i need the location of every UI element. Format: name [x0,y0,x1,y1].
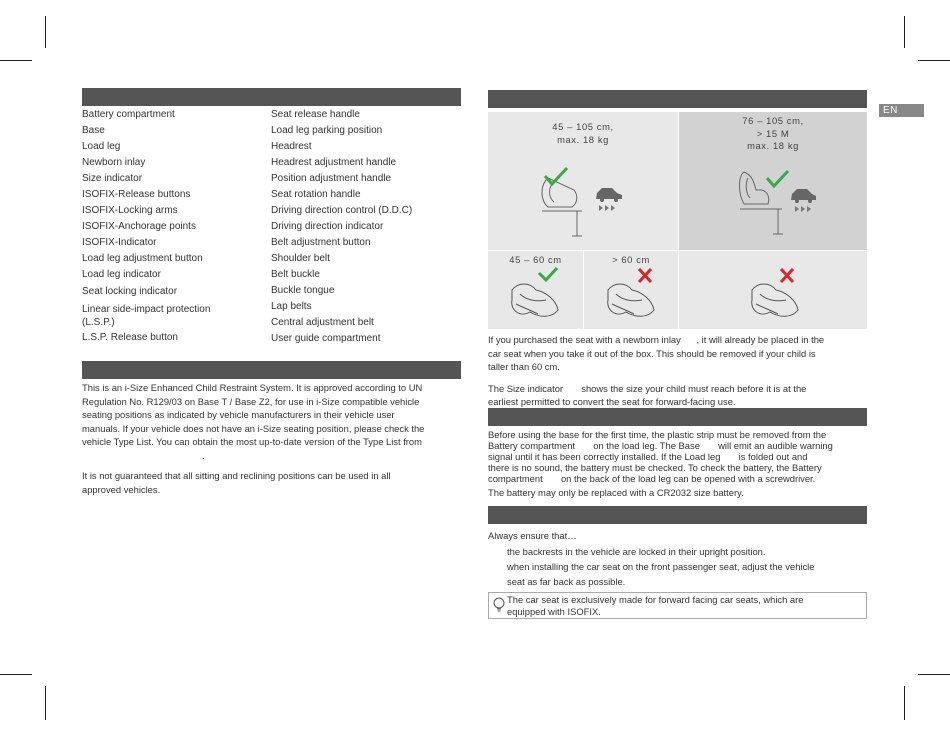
crop-mark [918,60,950,61]
text-line: . [202,449,205,461]
text-line: car seat when you take it out of the box. This should be removed if your child is [488,347,816,359]
text-line: vehicle Type List. You can obtain the most up-to-date version of the Type List from [82,436,422,447]
list-item: L.S.P. Release button [82,332,178,343]
list-item: ISOFIX-Indicator [82,237,157,248]
safety-header-bar [488,506,867,524]
text-line: If you purchased the seat with a newborn inlay , it will already be placed in the [488,334,825,345]
cell-label: 45 – 60 cm [509,254,562,265]
list-item: Buckle tongue [271,285,335,296]
list-item: Size indicator [82,173,143,184]
crop-mark [904,16,905,48]
tip-line: The car seat is exclusively made for forward facing car seats, which are [507,594,804,605]
table-cell-inlay-small [488,251,583,329]
language-tab: EN [879,104,924,117]
list-item: Position adjustment handle [271,173,392,184]
table-cell-forward-facing [679,112,867,250]
components-list-left [82,107,262,346]
lightbulb-icon [492,596,506,614]
cell-label: max. 18 kg [557,133,609,145]
list-item: ISOFIX-Release buttons [82,189,191,200]
crop-mark [45,686,46,720]
list-item: Battery compartment [82,109,175,120]
list-item: Lap belts [271,301,312,312]
list-item: (L.S.P.) [82,317,115,328]
list-item: Load leg indicator [82,269,161,280]
list-item: ISOFIX-Locking arms [82,205,178,216]
list-item: Seat locking indicator [82,286,178,297]
text-line: It is not guaranteed that all sitting and reclining positions can be used in all [82,470,391,481]
list-item: Central adjustment belt [271,317,374,328]
list-item: User guide compartment [271,333,381,344]
ensure-intro: Always ensure that… [488,530,577,541]
cell-label: > 15 M [756,127,790,139]
crop-mark [0,674,32,675]
crop-mark [918,674,950,675]
text-line: This is an i-Size Enhanced Child Restraint System. It is approved according to UN [82,382,423,393]
list-item: Seat release handle [271,109,360,120]
crop-mark [45,16,46,48]
list-item: Driving direction control (D.D.C) [271,205,413,216]
list-item: Headrest adjustment handle [271,157,397,168]
usage-header-bar [488,90,867,108]
text-line: Before using the base for the first time, the plastic strip must be removed from the [488,429,827,440]
crop-mark [904,686,905,720]
list-item: Belt adjustment button [271,237,371,248]
cell-label: > 60 cm [612,254,650,265]
approval-text [82,381,467,496]
components-header-bar [82,88,461,106]
list-item: Linear side-impact protection [82,304,211,315]
text-line: compartment on the back of the load leg can be opened with a screwdriver. [488,473,816,484]
text-line: taller than 60 cm. [488,361,560,372]
text-line: The battery may only be replaced with a CR2032 size battery. [488,487,744,498]
ensure-item: the backrests in the vehicle are locked in their upright position. [507,546,766,557]
list-item: Load leg adjustment button [82,253,203,264]
ensure-item: when installing the car seat on the front passenger seat, adjust the vehicle [507,561,815,572]
text-line: signal until it has been correctly installed. If the Load leg is folded out and [488,451,808,462]
tip-line: equipped with ISOFIX. [507,605,601,617]
list-item: Newborn inlay [82,157,146,168]
cell-label: 45 – 105 cm, [552,121,614,132]
inlay-text [488,333,873,409]
crop-mark [0,60,32,61]
components-list-right [271,107,461,347]
text-line: Battery compartment on the load leg. The Base will emit an audible warning [488,440,833,451]
battery-text [488,429,873,498]
list-item: Headrest [271,141,312,152]
text-line: there is no sound, the battery must be checked. To check the battery, the Battery [488,462,822,473]
tip-box [488,592,867,619]
table-cell-inlay-forward [679,251,867,329]
text-line: earliest permitted to convert the seat for forward-facing use. [488,396,736,407]
cell-label: 76 – 105 cm, [742,115,804,126]
list-item: Driving direction indicator [271,221,384,232]
approval-header-bar [82,361,461,379]
list-item: Base [82,125,105,136]
list-item: Load leg [82,141,121,152]
text-line: approved vehicles. [82,483,161,495]
text-line: The Size indicator shows the size your child must reach before it is at the [488,382,807,394]
text-line: Regulation No. R129/03 on Base T / Base Z2, for use in i-Size compatible vehicle [82,395,420,407]
cell-label: max. 18 kg [747,140,799,151]
table-cell-inlay-large [584,251,678,329]
list-item: Load leg parking position [271,125,383,136]
ensure-text [488,528,873,589]
list-item: Seat rotation handle [271,189,361,200]
ensure-item: seat as far back as possible. [507,576,626,587]
text-line: seating positions as indicated by vehicle manufacturers in their vehicle user [82,409,395,420]
table-cell-rear-facing [488,112,678,250]
battery-header-bar [488,408,867,426]
list-item: Shoulder belt [271,253,330,264]
text-line: manuals. If your vehicle does not have an i-Size seating position, please check the [82,422,425,434]
list-item: Belt buckle [271,269,320,280]
list-item: ISOFIX-Anchorage points [82,221,196,232]
